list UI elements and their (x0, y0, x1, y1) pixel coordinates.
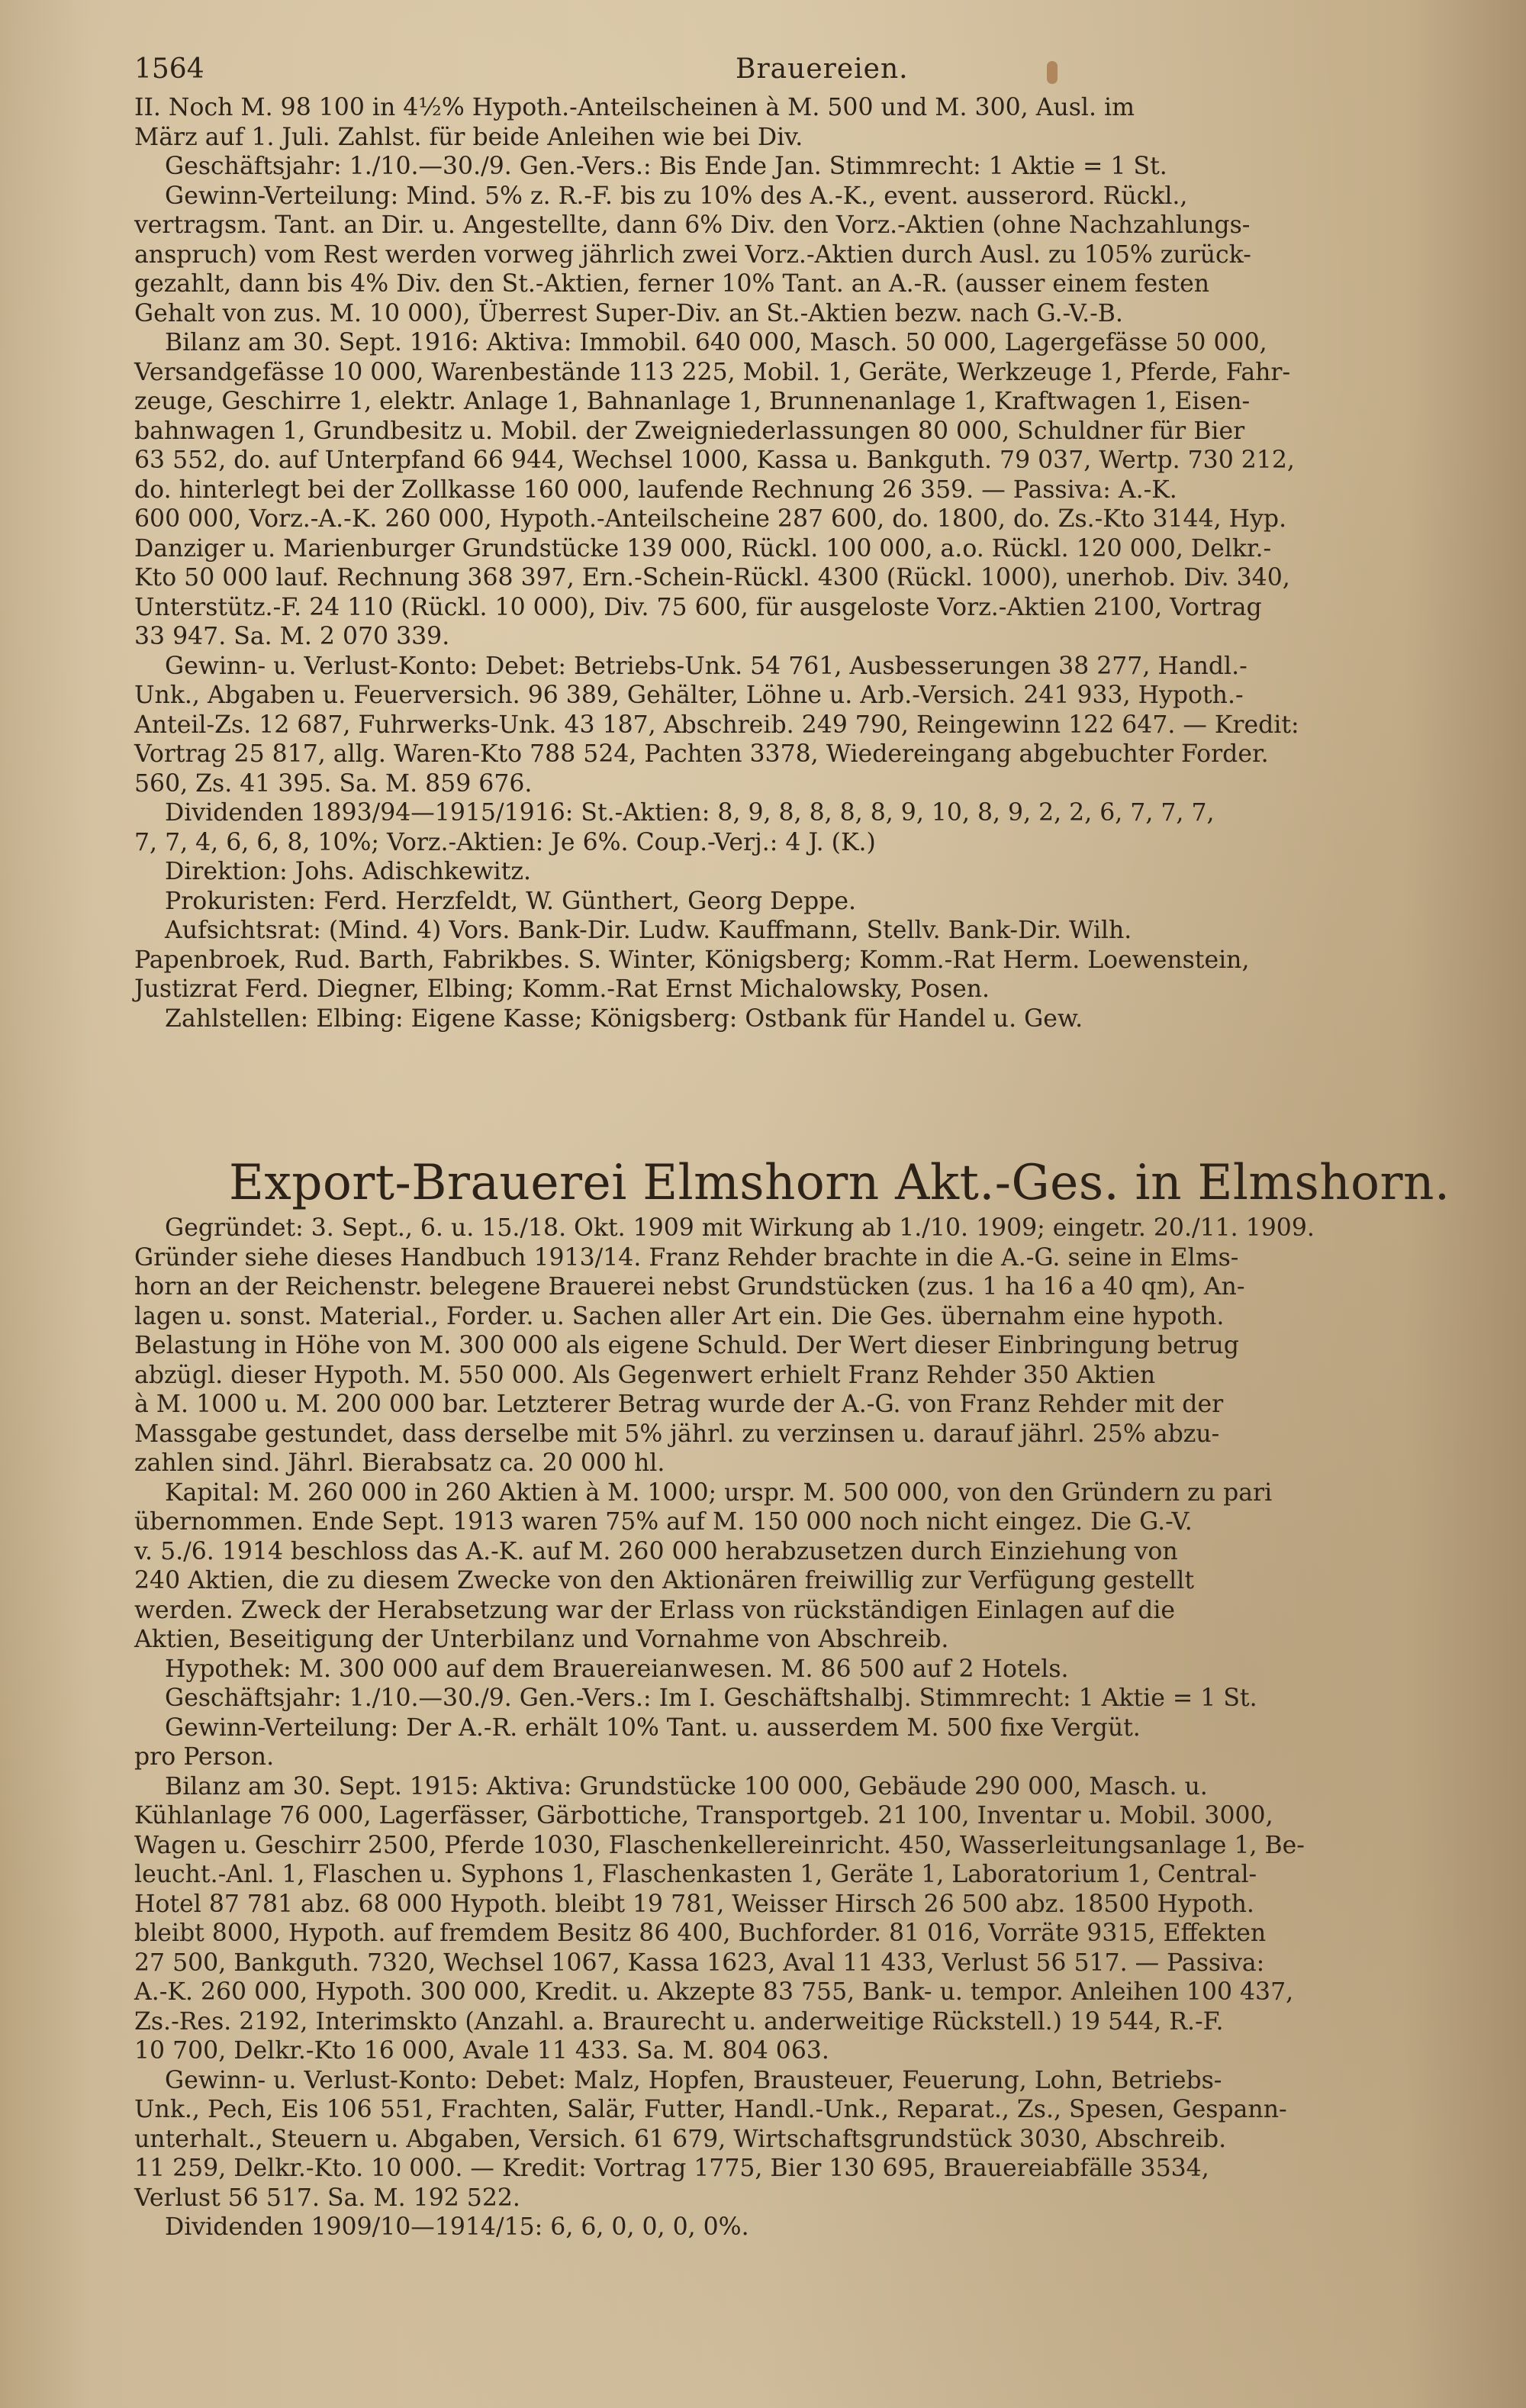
text-line: Danziger u. Marienburger Grundstücke 139 000, Rückl. 100 000, a.o. Rückl. 120 000, Delkr.- (134, 534, 1272, 563)
text-line: Anteil-Zs. 12 687, Fuhrwerks-Unk. 43 187, Abschreib. 249 790, Reingewinn 122 647. — Kredit: (134, 711, 1299, 739)
text-line: Justizrat Ferd. Diegner, Elbing; Komm.-Rat Ernst Michalowsky, Posen. (134, 975, 990, 1003)
text-line: Direktion: Johs. Adischkewitz. (134, 858, 531, 885)
text-line: Belastung in Höhe von M. 300 000 als eigene Schuld. Der Wert dieser Einbringung betrug (134, 1332, 1239, 1359)
text-line: gezahlt, dann bis 4% Div. den St.-Aktien, ferner 10% Tant. an A.-R. (ausser einem festen (134, 270, 1210, 298)
text-line: Kühlanlage 76 000, Lagerfässer, Gärbottiche, Transportgeb. 21 100, Inventar u. Mobil. 3000, (134, 1802, 1273, 1829)
text-line: Papenbroek, Rud. Barth, Fabrikbes. S. Winter, Königsberg; Komm.-Rat Herm. Loewenstein, (134, 946, 1250, 974)
text-line: 240 Aktien, die zu diesem Zwecke von den Aktionären freiwillig zur Verfügung gestellt (134, 1567, 1194, 1594)
text-line: 7, 7, 4, 6, 6, 8, 10%; Vorz.-Aktien: Je 6%. Coup.-Verj.: 4 J. (K.) (134, 828, 876, 856)
text-line: werden. Zweck der Herabsetzung war der Erlass von rückständigen Einlagen auf die (134, 1596, 1176, 1624)
text-line: Dividenden 1893/94—1915/1916: St.-Aktien: 8, 9, 8, 8, 8, 8, 9, 10, 8, 9, 2, 2, 6, 7, 7, 7, (134, 799, 1215, 827)
text-line: Zahlstellen: Elbing: Eigene Kasse; Königsberg: Ostbank für Handel u. Gew. (134, 1004, 1083, 1033)
text-line: do. hinterlegt bei der Zollkasse 160 000, laufende Rechnung 26 359. — Passiva: A.-K. (134, 475, 1177, 504)
text-line: zeuge, Geschirre 1, elektr. Anlage 1, Bahnanlage 1, Brunnenanlage 1, Kraftwagen 1, Eisen- (134, 388, 1251, 415)
text-line: Gewinn-Verteilung: Der A.-R. erhält 10% Tant. u. ausserdem M. 500 fixe Vergüt. (134, 1713, 1141, 1742)
running-title: Brauereien. (736, 53, 909, 85)
text-line: Gewinn-Verteilung: Mind. 5% z. R.-F. bis zu 10% des A.-K., event. ausserord. Rückl., (134, 182, 1188, 210)
text-line: Hypothek: M. 300 000 auf dem Brauereianwesen. M. 86 500 auf 2 Hotels. (134, 1655, 1069, 1683)
text-line: Zs.-Res. 2192, Interimskto (Anzahl. a. Braurecht u. anderweitige Rückstell.) 19 544, R.-F. (134, 2007, 1224, 2036)
text-line: 27 500, Bankguth. 7320, Wechsel 1067, Kassa 1623, Aval 11 433, Verlust 56 517. — Passiva: (134, 1949, 1265, 1977)
text-line: horn an der Reichenstr. belegene Brauerei nebst Grundstücken (zus. 1 ha 16 a 40 qm), An- (134, 1273, 1245, 1301)
text-line: Gehalt von zus. M. 10 000), Überrest Super-Div. an St.-Aktien bezw. nach G.-V.-B. (134, 299, 1123, 327)
text-line: 63 552, do. auf Unterpfand 66 944, Wechsel 1000, Kassa u. Bankguth. 79 037, Wertp. 730 212, (134, 446, 1295, 474)
text-line: unterhalt., Steuern u. Abgaben, Versich. 61 679, Wirtschaftsgrundstück 3030, Abschreib. (134, 2125, 1227, 2153)
text-line: Gewinn- u. Verlust-Konto: Debet: Betriebs-Unk. 54 761, Ausbesserungen 38 277, Handl.- (134, 652, 1248, 680)
text-line: 33 947. Sa. M. 2 070 339. (134, 623, 450, 650)
ink-stain (1047, 61, 1058, 84)
text-line: 10 700, Delkr.-Kto 16 000, Avale 11 433. Sa. M. 804 063. (134, 2037, 829, 2065)
text-line: leucht.-Anl. 1, Flaschen u. Syphons 1, Flaschenkasten 1, Geräte 1, Laboratorium 1, Central- (134, 1861, 1257, 1888)
text-line: Gründer siehe dieses Handbuch 1913/14. Franz Rehder brachte in die A.-G. seine in Elms- (134, 1243, 1239, 1272)
text-line: Bilanz am 30. Sept. 1916: Aktiva: Immobil. 640 000, Masch. 50 000, Lagergefässe 50 000, (134, 329, 1267, 356)
text-line: bleibt 8000, Hypoth. auf fremdem Besitz 86 400, Buchforder. 81 016, Vorräte 9315, Effekten (134, 1920, 1267, 1947)
text-line: übernommen. Ende Sept. 1913 waren 75% auf M. 150 000 noch nicht eingez. Die G.-V. (134, 1508, 1193, 1536)
text-line: Unterstütz.-F. 24 110 (Rückl. 10 000), Div. 75 600, für ausgeloste Vorz.-Aktien 2100, Vortrag (134, 593, 1262, 621)
text-line: Vortrag 25 817, allg. Waren-Kto 788 524, Pachten 3378, Wiedereingang abgebuchter Forder. (134, 740, 1269, 768)
text-line: 11 259, Delkr.-Kto. 10 000. — Kredit: Vortrag 1775, Bier 130 695, Brauereiabfälle 3534, (134, 2155, 1209, 2182)
text-line: Gewinn- u. Verlust-Konto: Debet: Malz, Hopfen, Brausteuer, Feuerung, Lohn, Betriebs- (134, 2066, 1222, 2094)
text-line: pro Person. (134, 1743, 275, 1771)
text-line: Aktien, Beseitigung der Unterbilanz und Vornahme von Abschreib. (134, 1626, 949, 1653)
text-line: 600 000, Vorz.-A.-K. 260 000, Hypoth.-Anteilscheine 287 600, do. 1800, do. Zs.-Kto 3144, Hyp. (134, 505, 1287, 533)
text-line: Verlust 56 517. Sa. M. 192 522. (134, 2184, 520, 2212)
text-line: Massgabe gestundet, dass derselbe mit 5% jährl. zu verzinsen u. darauf jährl. 25% abzu- (134, 1420, 1220, 1448)
text-line: v. 5./6. 1914 beschloss das A.-K. auf M. 260 000 herabzusetzen durch Einziehung von (134, 1537, 1178, 1565)
text-line: Hotel 87 781 abz. 68 000 Hypoth. bleibt 19 781, Weisser Hirsch 26 500 abz. 18500 Hypoth. (134, 1890, 1254, 1918)
text-line: lagen u. sonst. Material., Forder. u. Sachen aller Art ein. Die Ges. übernahm eine hypoth. (134, 1302, 1225, 1330)
text-line: Versandgefässe 10 000, Warenbestände 113 225, Mobil. 1, Geräte, Werkzeuge 1, Pferde, Fahr- (134, 358, 1291, 386)
text-line: Kapital: M. 260 000 in 260 Aktien à M. 1000; urspr. M. 500 000, von den Gründern zu pari (134, 1478, 1273, 1507)
text-line: Gegründet: 3. Sept., 6. u. 15./18. Okt. 1909 mit Wirkung ab 1./10. 1909; eingetr. 20./11. 1909. (134, 1214, 1315, 1242)
text-line: März auf 1. Juli. Zahlst. für beide Anleihen wie bei Div. (134, 123, 803, 151)
text-line: A.-K. 260 000, Hypoth. 300 000, Kredit. u. Akzepte 83 755, Bank- u. tempor. Anleihen 100 437, (134, 1978, 1294, 2006)
section-export-brauerei-elmshorn (134, 1214, 1500, 2242)
text-line: Bilanz am 30. Sept. 1915: Aktiva: Grundstücke 100 000, Gebäude 290 000, Masch. u. (134, 1772, 1208, 1800)
section-preceding-company (134, 93, 1500, 1033)
text-line: à M. 1000 u. M. 200 000 bar. Letzterer Betrag wurde der A.-G. von Franz Rehder mit der (134, 1391, 1224, 1418)
page-number: 1564 (134, 53, 204, 85)
company-title: Export-Brauerei Elmshorn Akt.-Ges. in Elmshorn. (229, 1155, 1450, 1211)
text-line: II. Noch M. 98 100 in 4½% Hypoth.-Anteilscheinen à M. 500 und M. 300, Ausl. im (134, 94, 1135, 121)
text-line: abzügl. dieser Hypoth. M. 550 000. Als Gegenwert erhielt Franz Rehder 350 Aktien (134, 1361, 1156, 1389)
page-header (134, 53, 1508, 84)
text-line: bahnwagen 1, Grundbesitz u. Mobil. der Zweigniederlassungen 80 000, Schuldner für Bier (134, 417, 1245, 445)
text-line: Prokuristen: Ferd. Herzfeldt, W. Günthert, Georg Deppe. (134, 887, 857, 915)
text-line: 560, Zs. 41 395. Sa. M. 859 676. (134, 769, 533, 798)
text-line: Geschäftsjahr: 1./10.—30./9. Gen.-Vers.: Bis Ende Jan. Stimmrecht: 1 Aktie = 1 St. (134, 153, 1167, 180)
text-line: vertragsm. Tant. an Dir. u. Angestellte, dann 6% Div. den Vorz.-Aktien (ohne Nachzahlungs- (134, 211, 1251, 239)
text-line: Wagen u. Geschirr 2500, Pferde 1030, Flaschenkellereinricht. 450, Wasserleitungsanlage 1, Be- (134, 1831, 1305, 1859)
text-line: Aufsichtsrat: (Mind. 4) Vors. Bank-Dir. Ludw. Kauffmann, Stellv. Bank-Dir. Wilh. (134, 917, 1132, 944)
text-line: anspruch) vom Rest werden vorweg jährlich zwei Vorz.-Aktien durch Ausl. zu 105% zurück- (134, 240, 1251, 269)
text-line: Dividenden 1909/10—1914/15: 6, 6, 0, 0, 0, 0%. (134, 2213, 749, 2241)
text-line: Kto 50 000 lauf. Rechnung 368 397, Ern.-Schein-Rückl. 4300 (Rückl. 1000), unerhob. Div. 340, (134, 564, 1290, 592)
text-line: Geschäftsjahr: 1./10.—30./9. Gen.-Vers.: Im I. Geschäftshalbj. Stimmrecht: 1 Aktie = 1 St. (134, 1684, 1257, 1712)
text-line: Unk., Pech, Eis 106 551, Frachten, Salär, Futter, Handl.-Unk., Reparat., Zs., Spesen, Gespann- (134, 2096, 1287, 2123)
text-line: Unk., Abgaben u. Feuerversich. 96 389, Gehälter, Löhne u. Arb.-Versich. 241 933, Hypoth.- (134, 682, 1244, 709)
text-line: zahlen sind. Jährl. Bierabsatz ca. 20 000 hl. (134, 1449, 665, 1477)
